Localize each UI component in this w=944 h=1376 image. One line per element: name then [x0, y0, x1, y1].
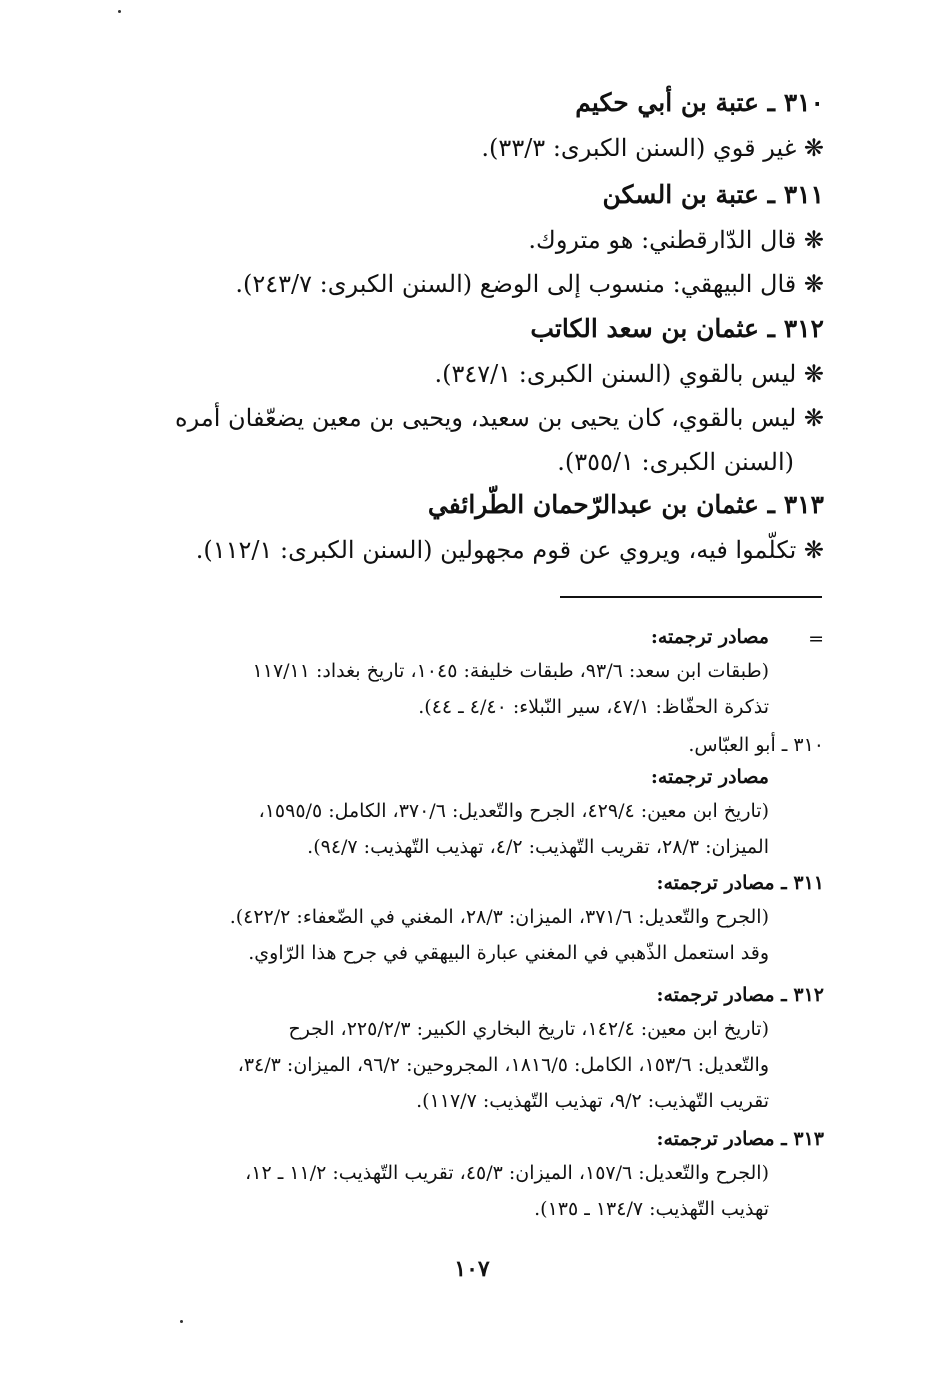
footnote-311-line-1: (الجرح والتّعديل: ٣٧١/٦، الميزان: ٢٨/٣، المغني في الضّعفاء: ٤٢٢/٢).	[229, 906, 769, 928]
entry-312-line-3: (السنن الكبرى: ٣٥٥/١).	[557, 448, 794, 476]
footnote-310-heading: ٣١٠ ـ أبو العبّاس.	[688, 734, 824, 756]
footnote-311-heading: ٣١١ ـ مصادر ترجمته:	[656, 872, 824, 894]
footnote-312-line-1: (تاريخ ابن معين: ١٤٢/٤، تاريخ البخاري الكبير: ٢٢٥/٢/٣، الجرح	[288, 1018, 769, 1040]
footnote-312-line-3: تقريب التّهذيب: ٩/٢، تهذيب التّهذيب: ١١٧/٧).	[416, 1090, 769, 1112]
footnote-310-subheading: مصادر ترجمته:	[650, 766, 769, 788]
footnote-312-heading: ٣١٢ ـ مصادر ترجمته:	[656, 984, 824, 1006]
footnote-marker: =	[808, 628, 824, 650]
footnote-313-line-2: تهذيب التّهذيب: ١٣٤/٧ ـ ١٣٥).	[534, 1198, 769, 1220]
entry-311-line-2: ❋ قال البيهقي: منسوب إلى الوضع (السنن الكبرى: ٢٤٣/٧).	[235, 270, 824, 298]
footnote-intro-heading: مصادر ترجمته:	[650, 626, 769, 648]
scan-speck	[180, 1320, 183, 1323]
footnote-separator	[560, 596, 822, 598]
footnote-310-line-1: (تاريخ ابن معين: ٤٢٩/٤، الجرح والتّعديل: ٣٧٠/٦، الكامل: ١٥٩٥/٥،	[258, 800, 769, 822]
entry-311-line-1: ❋ قال الدّارقطني: هو متروك.	[528, 226, 824, 254]
footnote-311-line-2: وقد استعمل الذّهبي في المغني عبارة البيهقي في جرح هذا الرّاوي.	[248, 942, 769, 964]
entry-311-heading: ٣١١ ـ عتبة بن السكن	[602, 180, 824, 209]
entry-310-heading: ٣١٠ ـ عتبة بن أبي حكيم	[575, 88, 824, 117]
footnote-313-heading: ٣١٣ ـ مصادر ترجمته:	[656, 1128, 824, 1150]
footnote-intro-line-2: تذكرة الحفّاظ: ٤٧/١، سير النّبلاء: ٤/٤٠ ـ ٤٤).	[418, 696, 769, 718]
footnote-313-line-1: (الجرح والتّعديل: ١٥٧/٦، الميزان: ٤٥/٣، تقريب التّهذيب: ١١/٢ ـ ١٢،	[245, 1162, 769, 1184]
footnote-310-line-2: الميزان: ٢٨/٣، تقريب التّهذيب: ٤/٢، تهذيب التّهذيب: ٩٤/٧).	[307, 836, 769, 858]
entry-313-line-1: ❋ تكلّموا فيه، ويروي عن قوم مجهولين (السنن الكبرى: ١١٢/١).	[195, 536, 824, 564]
entry-310-line-1: ❋ غير قوي (السنن الكبرى: ٣٣/٣).	[481, 134, 824, 162]
entry-312-line-2: ❋ ليس بالقوي، كان يحيى بن سعيد، ويحيى بن معين يضعّفان أمره	[175, 404, 824, 432]
footnote-intro-line-1: (طبقات ابن سعد: ٩٣/٦، طبقات خليفة: ١٠٤٥، تاريخ بغداد: ١١٧/١١	[252, 660, 769, 682]
scan-speck	[118, 10, 121, 13]
entry-313-heading: ٣١٣ ـ عثمان بن عبدالرّحمان الطّرائفي	[427, 490, 824, 519]
entry-312-heading: ٣١٢ ـ عثمان بن سعد الكاتب	[530, 314, 824, 343]
footnote-312-line-2: والتّعديل: ١٥٣/٦، الكامل: ١٨١٦/٥، المجروحين: ٩٦/٢، الميزان: ٣٤/٣،	[237, 1054, 769, 1076]
page-number: ١٠٧	[454, 1256, 490, 1282]
entry-312-line-1: ❋ ليس بالقوي (السنن الكبرى: ٣٤٧/١).	[434, 360, 824, 388]
